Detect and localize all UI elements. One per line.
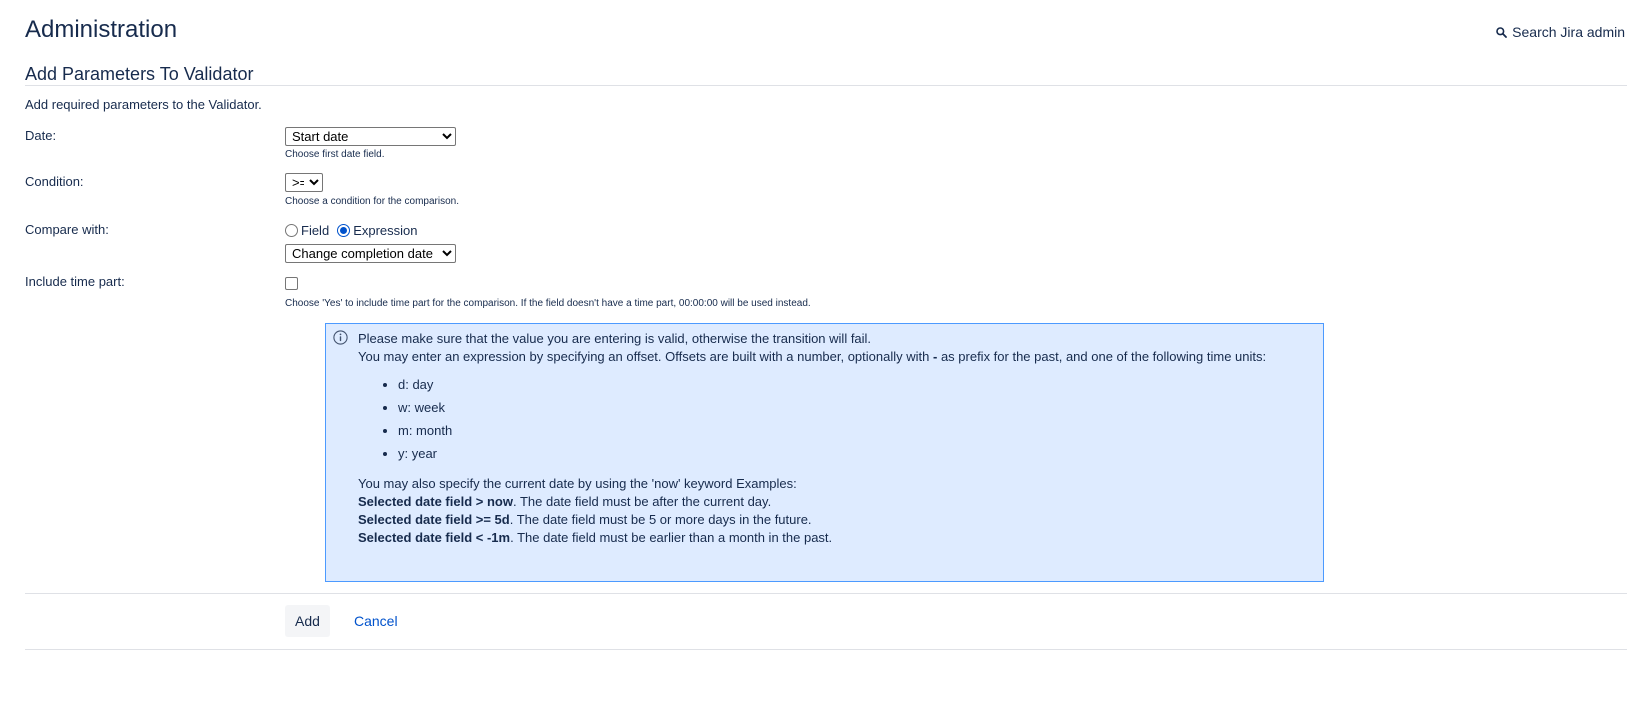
page-header: [25, 16, 1645, 50]
compare-with-select[interactable]: [285, 244, 456, 263]
info-content: [358, 330, 1303, 547]
condition-select[interactable]: [285, 173, 323, 192]
time-units-list: [358, 376, 1303, 463]
example-line: [358, 493, 1303, 511]
cancel-link[interactable]: Cancel: [354, 613, 398, 629]
compare-with-label: Compare with:: [25, 222, 109, 237]
example-code: Selected date field > now: [358, 494, 513, 509]
info-message: [325, 323, 1324, 582]
expression-radio-label[interactable]: Expression: [353, 223, 418, 238]
expression-radio[interactable]: [337, 224, 350, 237]
include-time-checkbox[interactable]: [285, 277, 298, 290]
time-unit-item: • m: month: [398, 422, 1303, 440]
add-button[interactable]: Add: [285, 605, 330, 637]
date-select[interactable]: [285, 127, 456, 146]
example-text: . The date field must be 5 or more days in the future.: [509, 512, 812, 527]
example-text: . The date field must be earlier than a month in the past.: [510, 530, 833, 545]
field-radio[interactable]: [285, 224, 298, 237]
search-jira-admin-button[interactable]: [1496, 24, 1625, 40]
info-offset-text-start: You may enter an expression by specifying an offset. Offsets are built with a number, optionally with: [358, 349, 933, 364]
info-offset-prefix: -: [932, 349, 938, 364]
divider: [25, 649, 1627, 650]
example-line: [358, 529, 1303, 547]
compare-with-options: [285, 223, 418, 238]
example-text: . The date field must be after the current day.: [512, 494, 772, 509]
field-radio-label[interactable]: Field: [301, 223, 330, 238]
example-line: [358, 511, 1303, 529]
divider: [25, 85, 1627, 86]
info-offset-text-end: as prefix for the past, and one of the following time units:: [937, 349, 1267, 364]
include-time-label: Include time part:: [25, 274, 125, 289]
example-code: Selected date field >= 5d: [358, 512, 510, 527]
time-unit-item: • w: week: [398, 399, 1303, 417]
page-title: Administration: [25, 16, 178, 43]
time-unit-item: • d: day: [398, 376, 1303, 394]
date-label: Date:: [25, 128, 57, 143]
include-time-description: Choose 'Yes' to include time part for the comparison. If the field doesn't have a time part, 00:00:00 will be used instead.: [285, 298, 811, 309]
condition-description: Choose a condition for the comparison.: [285, 196, 459, 207]
info-offset-text: [358, 348, 1303, 366]
date-description: Choose first date field.: [285, 149, 385, 160]
info-warning: Please make sure that the value you are entering is valid, otherwise the transition will fail.: [358, 331, 872, 346]
search-label: Search Jira admin: [1512, 24, 1625, 40]
search-icon: [1496, 27, 1507, 38]
info-now-keyword: You may also specify the current date by using the 'now' keyword Examples:: [358, 476, 797, 491]
form-intro: Add required parameters to the Validator.: [25, 97, 262, 112]
info-icon: [333, 330, 348, 345]
form-title: Add Parameters To Validator: [25, 64, 254, 84]
divider: [25, 593, 1627, 594]
example-code: Selected date field < -1m: [358, 530, 511, 545]
condition-label: Condition:: [25, 174, 84, 189]
time-unit-item: • y: year: [398, 445, 1303, 463]
